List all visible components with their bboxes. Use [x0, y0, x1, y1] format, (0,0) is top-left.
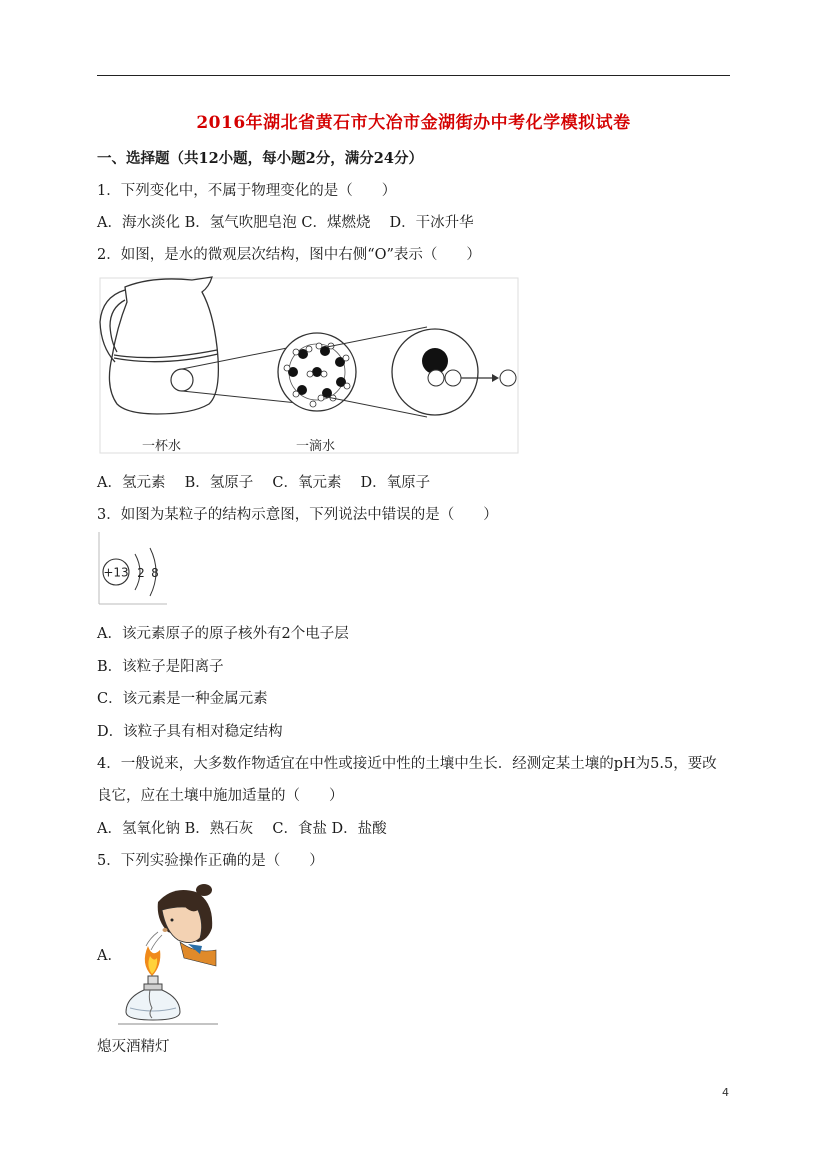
header-rule — [97, 75, 730, 76]
q2-stem: 2．如图，是水的微观层次结构，图中右侧“O”表示（ ） — [97, 247, 481, 263]
shell1-label: 2 — [137, 566, 145, 580]
q2-options: A．氢元素 B．氢原子 C．氧元素 D．氧原子 — [97, 475, 431, 491]
drop-label: 一滴水 — [296, 439, 336, 454]
q5-option-a-caption: 熄灭酒精灯 — [97, 1039, 170, 1055]
q3-option-a: A．该元素原子的原子核外有2个电子层 — [97, 626, 349, 642]
shell2-label: 8 — [151, 566, 159, 580]
q5-option-a-label: A． — [97, 948, 122, 964]
q4-stem-line1: 4．一般说来，大多数作物适宜在中性或接近中性的土壤中生长．经测定某土壤的pH为5.5，要改 — [97, 756, 717, 772]
drop-molecules-icon — [278, 333, 356, 411]
water-structure-figure — [97, 272, 527, 457]
alcohol-lamp-icon — [126, 976, 180, 1020]
q1-options: A．海水淡化 B．氢气吹肥皂泡 C．煤燃烧 D．干冰升华 — [97, 215, 474, 231]
cup-sample-circle — [171, 369, 193, 391]
q1-stem: 1．下列变化中，不属于物理变化的是（ ） — [97, 183, 397, 199]
q4-stem-line2: 良它，应在土壤中施加适量的（ ） — [97, 788, 344, 804]
water-molecule-icon — [392, 329, 478, 415]
flame-icon — [145, 946, 161, 976]
ion-structure-figure — [97, 530, 169, 606]
blow-out-lamp-figure — [118, 880, 220, 1025]
jug-icon — [100, 277, 218, 414]
q3-option-d: D．该粒子具有相对稳定结构 — [97, 724, 283, 740]
atom-circle — [500, 370, 516, 386]
person-icon — [158, 884, 216, 966]
q5-stem: 5．下列实验操作正确的是（ ） — [97, 853, 324, 869]
section-heading: 一、选择题（共12小题，每小题2分，满分24分） — [97, 150, 423, 167]
exam-title: 2016年湖北省黄石市大冶市金湖街办中考化学模拟试卷 — [196, 113, 631, 133]
q3-option-c: C．该元素是一种金属元素 — [97, 691, 268, 707]
q3-stem: 3．如图为某粒子的结构示意图，下列说法中错误的是（ ） — [97, 507, 498, 523]
q4-options: A．氢氧化钠 B．熟石灰 C．食盐 D．盐酸 — [97, 821, 387, 837]
page-number: 4 — [722, 1086, 729, 1099]
nucleus-label: +13 — [103, 565, 129, 580]
cup-label: 一杯水 — [142, 439, 182, 454]
q3-option-b: B．该粒子是阳离子 — [97, 659, 224, 675]
